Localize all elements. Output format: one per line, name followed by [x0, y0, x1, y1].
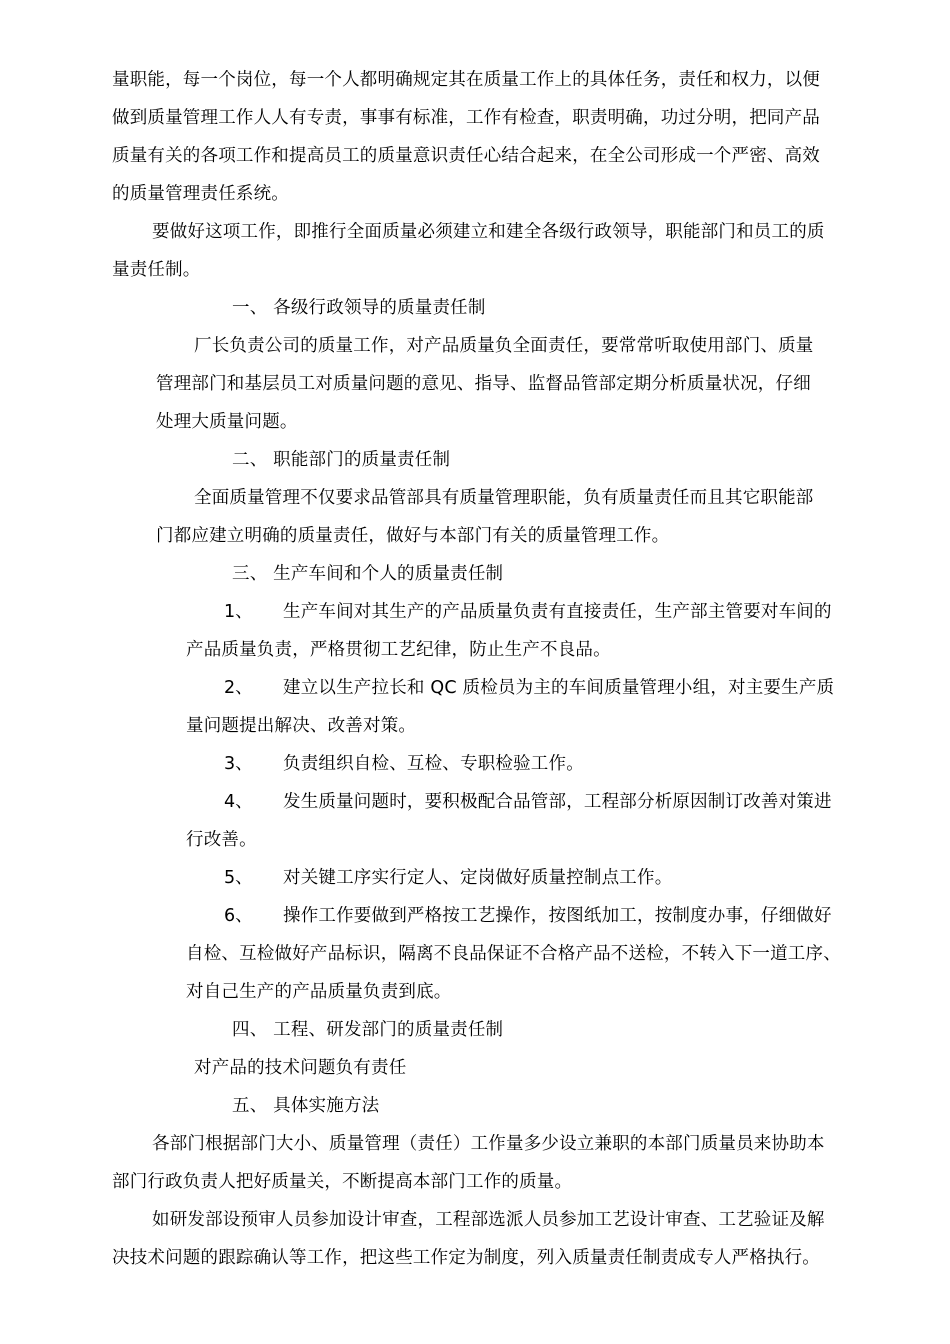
- section-heading: 四、 工程、研发部门的质量责任制: [232, 1020, 504, 1040]
- text-line: 决技术问题的跟踪确认等工作，把这些工作定为制度，列入质量责任制责成专人严格执行。: [112, 1248, 820, 1268]
- section-heading: 二、 职能部门的质量责任制: [232, 450, 451, 470]
- text-line: 做到质量管理工作人人有专责，事事有标准，工作有检查，职责明确，功过分明，把同产品: [112, 108, 820, 128]
- text-line: 如研发部设预审人员参加设计审查，工程部选派人员参加工艺设计审查、工艺验证及解: [152, 1210, 825, 1230]
- item-number: 2、: [224, 678, 253, 698]
- text-line: 量责任制。: [112, 260, 201, 280]
- item-number: 3、: [224, 754, 253, 774]
- item-text: 建立以生产拉长和 QC 质检员为主的车间质量管理小组，对主要生产质: [283, 678, 835, 698]
- item-number: 1、: [224, 602, 253, 622]
- item-text: 生产车间对其生产的产品质量负责有直接责任，生产部主管要对车间的: [283, 602, 832, 622]
- item-number: 6、: [224, 906, 253, 926]
- text-line: 处理大质量问题。: [156, 412, 298, 432]
- item-text: 行改善。: [186, 830, 257, 850]
- item-text: 发生质量问题时，要积极配合品管部，工程部分析原因制订改善对策进: [283, 792, 832, 812]
- text-line: 管理部门和基层员工对质量问题的意见、指导、监督品管部定期分析质量状况，仔细: [156, 374, 811, 394]
- text-line: 要做好这项工作，即推行全面质量必须建立和建全各级行政领导，职能部门和员工的质: [152, 222, 825, 242]
- item-text: 量问题提出解决、改善对策。: [186, 716, 417, 736]
- item-text: 负责组织自检、互检、专职检验工作。: [283, 754, 584, 774]
- item-text: 产品质量负责，严格贯彻工艺纪律，防止生产不良品。: [186, 640, 611, 660]
- item-number: 4、: [224, 792, 253, 812]
- item-text: 自检、互检做好产品标识，隔离不良品保证不合格产品不送检，不转入下一道工序、: [186, 944, 841, 964]
- text-line: 对产品的技术问题负有责任: [194, 1058, 407, 1078]
- section-heading: 一、 各级行政领导的质量责任制: [232, 298, 486, 318]
- item-text: 操作工作要做到严格按工艺操作，按图纸加工，按制度办事，仔细做好: [283, 906, 832, 926]
- section-heading: 五、 具体实施方法: [232, 1096, 380, 1116]
- item-text: 对关键工序实行定人、定岗做好质量控制点工作。: [283, 868, 673, 888]
- text-line: 各部门根据部门大小、质量管理（责任）工作量多少设立兼职的本部门质量员来协助本: [152, 1134, 825, 1154]
- text-line: 质量有关的各项工作和提高员工的质量意识责任心结合起来，在全公司形成一个严密、高效: [112, 146, 820, 166]
- text-line: 部门行政负责人把好质量关，不断提高本部门工作的质量。: [112, 1172, 573, 1192]
- section-heading: 三、 生产车间和个人的质量责任制: [232, 564, 504, 584]
- item-text: 对自己生产的产品质量负责到底。: [186, 982, 452, 1002]
- text-line: 门都应建立明确的质量责任，做好与本部门有关的质量管理工作。: [156, 526, 670, 546]
- text-line: 的质量管理责任系统。: [112, 184, 289, 204]
- text-line: 全面质量管理不仅要求品管部具有质量管理职能，负有质量责任而且其它职能部: [194, 488, 814, 508]
- text-line: 厂长负责公司的质量工作，对产品质量负全面责任，要常常听取使用部门、质量: [194, 336, 814, 356]
- text-line: 量职能，每一个岗位，每一个人都明确规定其在质量工作上的具体任务，责任和权力，以便: [112, 70, 820, 90]
- item-number: 5、: [224, 868, 253, 888]
